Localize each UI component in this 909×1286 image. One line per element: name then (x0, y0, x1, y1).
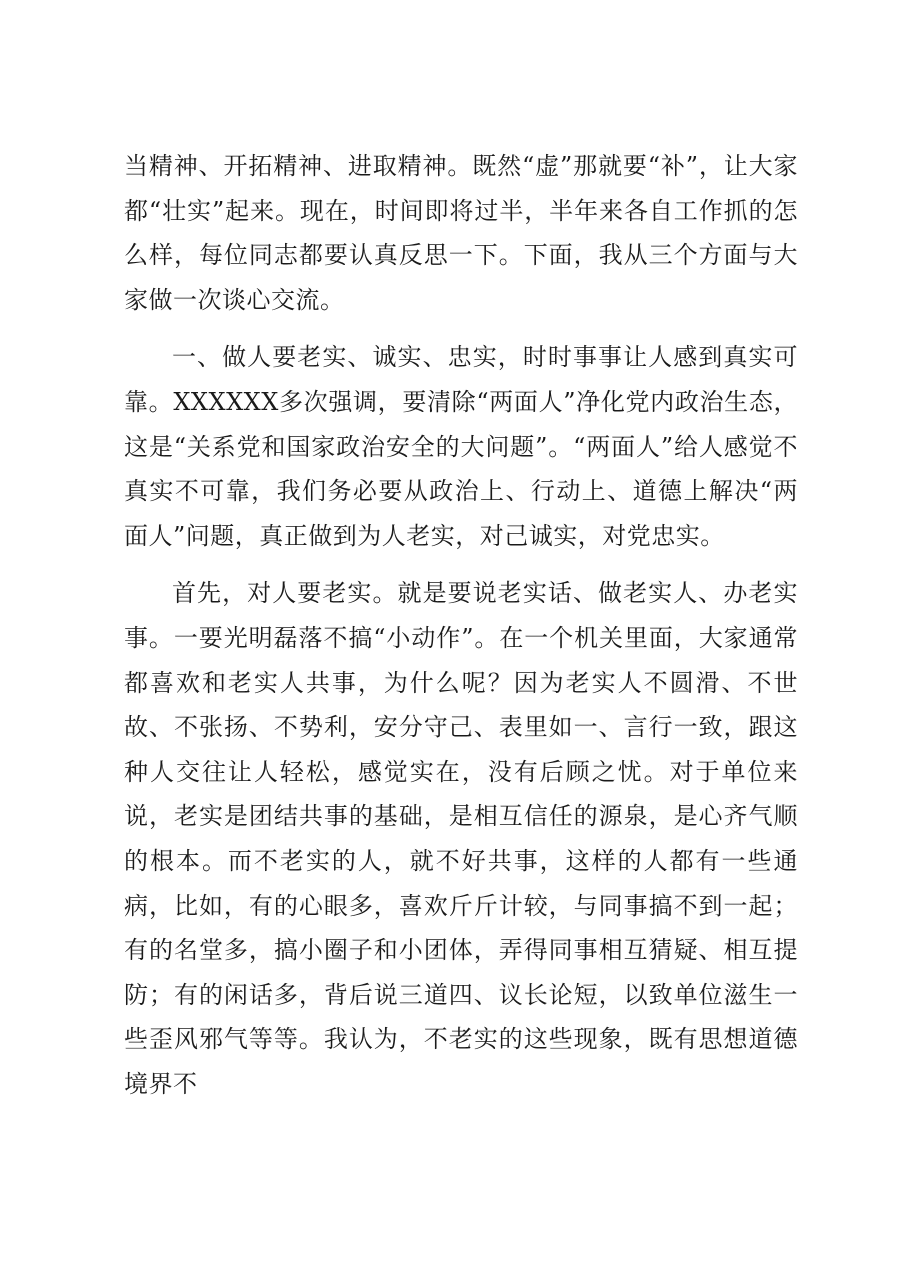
paragraph-first-point: 首先，对人要老实。就是要说老实话、做老实人、办老实事。一要光明磊落不搞“小动作”。在一个机关里面，大家通常都喜欢和老实人共事，为什么呢？因为老实人不圆滑、不世故、不张扬、不势利，安分守己、表里如一、言行一致，跟这种人交往让人轻松，感觉实在，没有后顾之忧。对于单位来说，老实是团结共事的基础，是相互信任的源泉，是心齐气顺的根本。而不老实的人，就不好共事，这样的人都有一些通病，比如，有的心眼多，喜欢斤斤计较，与同事搞不到一起；有的名堂多，搞小圈子和小团体，弄得同事相互猜疑、相互提防；有的闲话多，背后说三道四、议长论短，以致单位滋生一些歪风邪气等等。我认为，不老实的这些现象，既有思想道德境界不 (124, 579, 798, 1098)
document-body (124, 144, 798, 1106)
paragraph-continuation: 当精神、开拓精神、进取精神。既然“虚”那就要“补”，让大家都“壮实”起来。现在，时间即将过半，半年来各自工作抓的怎么样，每位同志都要认真反思一下。下面，我从三个方面与大家做一次谈心交流。 (124, 152, 798, 314)
paragraph-section-one: 一、做人要老实、诚实、忠实，时时事事让人感到真实可靠。XXXXXX多次强调，要清除“两面人”净化党内政治生态，这是“关系党和国家政治安全的大问题”。“两面人”给人感觉不真实不可靠，我们务必要从政治上、行动上、道德上解决“两面人”问题，真正做到为人老实，对己诚实，对党忠实。 (124, 343, 798, 550)
